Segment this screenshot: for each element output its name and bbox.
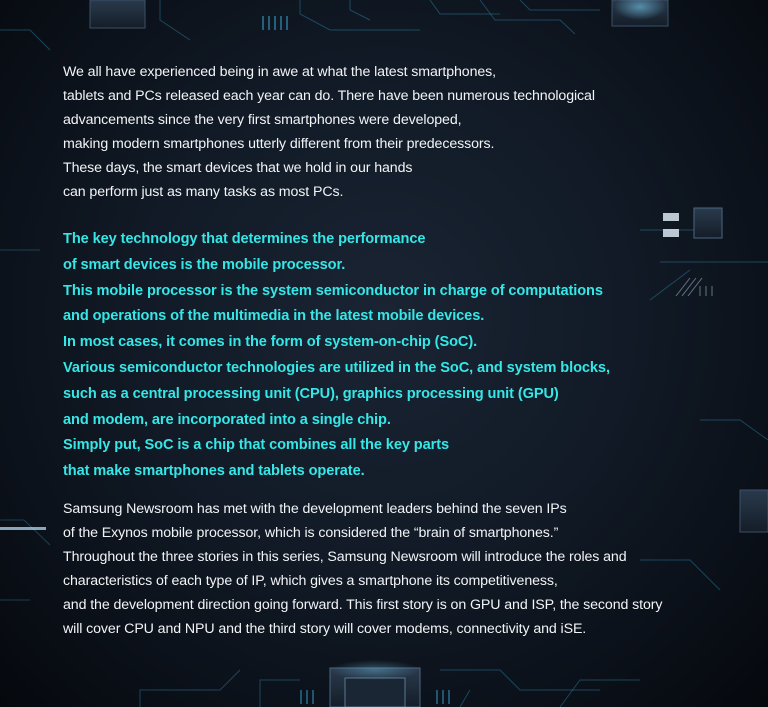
top-chip-right — [612, 0, 668, 26]
highlight-line: Various semiconductor technologies are utilized in the SoC, and system blocks, — [63, 359, 610, 376]
top-pin-row — [262, 16, 288, 30]
right-small-chips — [663, 208, 722, 238]
right-edge-chip — [740, 490, 768, 532]
outro-line: Samsung Newsroom has met with the development leaders behind the seven IPs — [63, 501, 567, 517]
intro-line: tablets and PCs released each year can do. There have been numerous technological — [63, 88, 595, 104]
highlight-line: and operations of the multimedia in the latest mobile devices. — [63, 308, 485, 325]
intro-line: can perform just as many tasks as most PCs. — [63, 184, 344, 200]
outro-paragraph — [63, 497, 662, 641]
intro-line: making modern smartphones utterly different from their predecessors. — [63, 136, 495, 152]
highlight-line: In most cases, it comes in the form of system-on-chip (SoC). — [63, 334, 478, 351]
bottom-chip — [330, 660, 420, 707]
outro-line: Throughout the three stories in this series, Samsung Newsroom will introduce the roles and — [63, 549, 627, 565]
left-traces — [0, 250, 50, 600]
intro-paragraph — [63, 60, 595, 204]
right-hatch — [676, 278, 712, 296]
top-chip-left — [90, 0, 145, 28]
outro-line: of the Exynos mobile processor, which is considered the “brain of smartphones.” — [63, 525, 559, 541]
highlight-line: Simply put, SoC is a chip that combines all the key parts — [63, 437, 449, 454]
outro-line: will cover CPU and NPU and the third story will cover modems, connectivity and iSE. — [63, 621, 587, 637]
intro-line: These days, the smart devices that we hold in our hands — [63, 160, 413, 176]
outro-line: and the development direction going forward. This first story is on GPU and ISP, the second story — [63, 597, 663, 613]
highlight-line: that make smartphones and tablets operate. — [63, 463, 365, 480]
highlight-line: This mobile processor is the system semiconductor in charge of computations — [63, 282, 603, 299]
outro-line: characteristics of each type of IP, which gives a smartphone its competitiveness, — [63, 573, 558, 589]
highlight-line: such as a central processing unit (CPU), graphics processing unit (GPU) — [63, 385, 559, 402]
intro-line: advancements since the very first smartphones were developed, — [63, 112, 462, 128]
highlight-line: of smart devices is the mobile processor. — [63, 256, 346, 273]
highlight-line: and modem, are incorporated into a single chip. — [63, 411, 391, 428]
highlight-line: The key technology that determines the performance — [63, 231, 426, 247]
left-edge-glow — [0, 527, 46, 530]
intro-line: We all have experienced being in awe at what the latest smartphones, — [63, 64, 497, 80]
highlight-paragraph — [63, 227, 610, 485]
